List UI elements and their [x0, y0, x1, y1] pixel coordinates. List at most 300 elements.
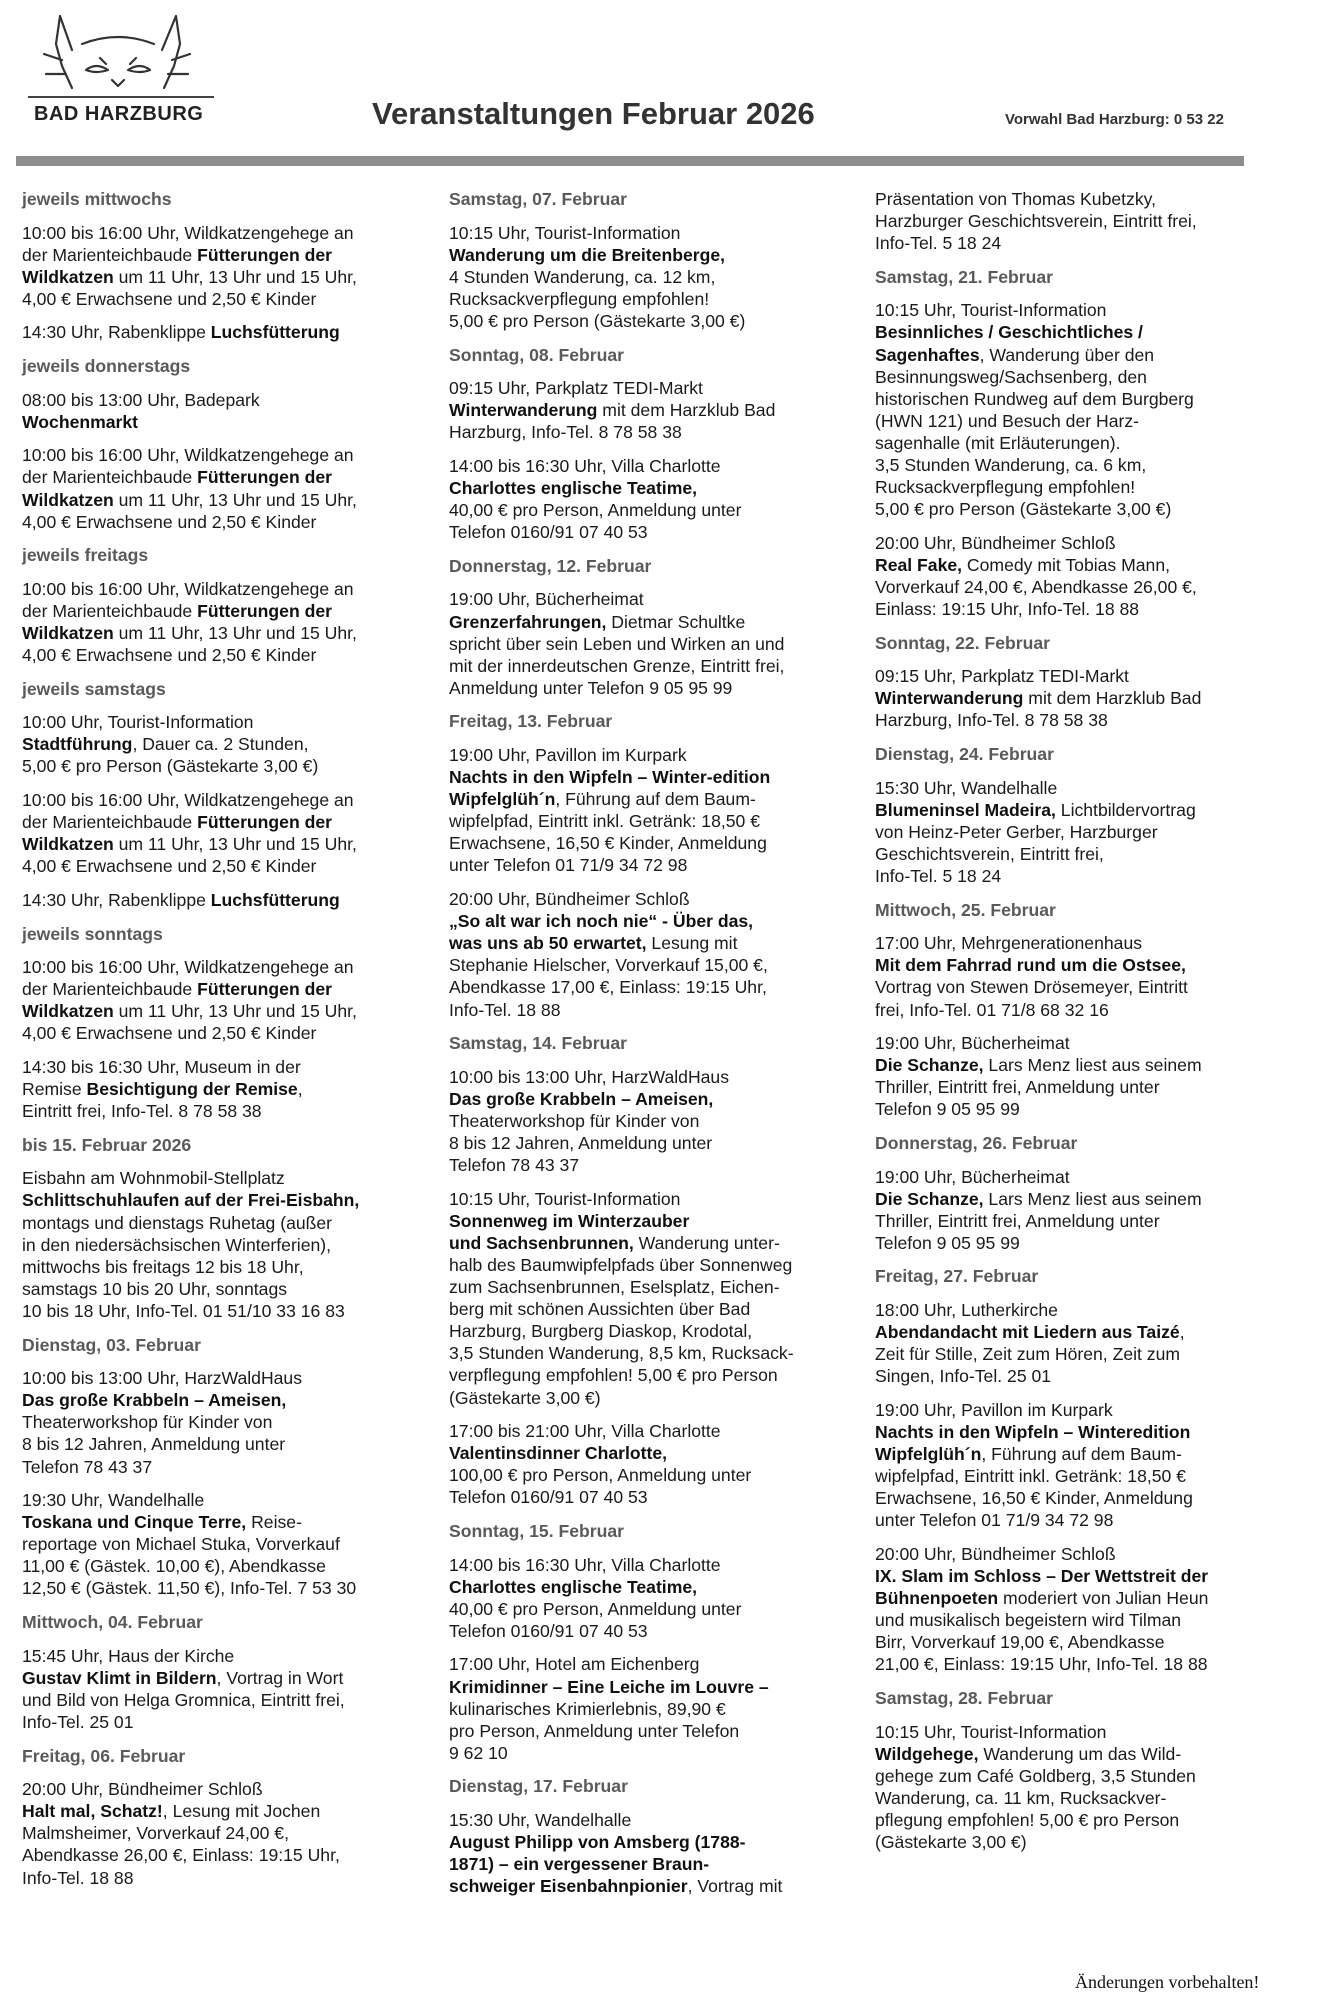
- event-text: 10:00 Uhr, Tourist-Information: [22, 712, 254, 733]
- event-entry: [449, 1188, 849, 1409]
- day-heading: Dienstag, 03. Februar: [22, 1334, 201, 1355]
- event-entry: [22, 444, 422, 532]
- event-highlight: Winterwanderung: [449, 400, 598, 421]
- event-text: 5,00 € pro Person (Gästekarte 3,00 €): [22, 756, 319, 777]
- event-line: [22, 855, 422, 877]
- event-text: 10:00 bis 13:00 Uhr, HarzWaldHaus: [22, 1368, 303, 1389]
- day-heading: Dienstag, 24. Februar: [875, 744, 1054, 765]
- day-heading: Samstag, 21. Februar: [875, 266, 1053, 287]
- event-line: [22, 789, 422, 811]
- event-text: Rucksackverpflegung empfohlen!: [449, 288, 710, 309]
- event-text: 10:00 bis 16:00 Uhr, Wildkatzengehege an: [22, 790, 354, 811]
- event-text: Birr, Vorverkauf 19,00 €, Abendkasse: [875, 1632, 1165, 1653]
- event-text: Vorverkauf 24,00 €, Abendkasse 26,00 €,: [875, 577, 1197, 597]
- event-entry: [449, 1554, 849, 1642]
- event-line: [875, 576, 1275, 598]
- event-entry: [22, 321, 422, 343]
- event-line: [875, 687, 1275, 709]
- event-line: [449, 1232, 849, 1254]
- event-text: 10:00 bis 13:00 Uhr, HarzWaldHaus: [449, 1066, 730, 1087]
- event-entry: [22, 1645, 422, 1733]
- event-text: 17:00 Uhr, Hotel am Eichenberg: [449, 1654, 700, 1675]
- event-text: 9 62 10: [449, 1742, 508, 1763]
- event-highlight: Fütterungen der: [197, 812, 332, 833]
- event-line: [875, 1299, 1275, 1321]
- event-highlight: Wildkatzen: [22, 266, 114, 287]
- event-line: [449, 744, 849, 766]
- event-line: [449, 677, 849, 699]
- event-text: 19:00 Uhr, Bücherheimat: [449, 589, 644, 610]
- event-text: reportage von Michael Stuka, Vorverkauf: [22, 1534, 340, 1555]
- event-line: [875, 1365, 1275, 1387]
- event-line: [22, 489, 422, 511]
- event-text: 10:00 bis 16:00 Uhr, Wildkatzengehege an: [22, 445, 354, 466]
- event-line: [875, 554, 1275, 576]
- event-line: [22, 1577, 422, 1599]
- event-text: Lars Menz liest aus seinem: [983, 1188, 1202, 1209]
- event-text: 08:00 bis 13:00 Uhr, Badepark: [22, 389, 260, 410]
- lynx-icon: [42, 14, 192, 98]
- event-line: [22, 1167, 422, 1189]
- event-text: und Bild von Helga Gromnica, Eintritt frei,: [22, 1689, 345, 1710]
- event-line: [449, 1698, 849, 1720]
- event-line: [875, 1765, 1275, 1787]
- event-highlight: Fütterungen der: [197, 467, 332, 488]
- event-text: 10:15 Uhr, Tourist-Information: [449, 1188, 681, 1209]
- event-text: 40,00 € pro Person, Anmeldung unter: [449, 1598, 742, 1619]
- event-entry: [875, 1166, 1275, 1254]
- event-line: [22, 978, 422, 1000]
- event-text: Telefon 0160/91 07 40 53: [449, 1487, 648, 1508]
- event-text: 09:15 Uhr, Parkplatz TEDI-Markt: [449, 378, 703, 399]
- event-entry: [449, 222, 849, 332]
- event-line: [449, 1720, 849, 1742]
- event-text: 14:30 Uhr, Rabenklippe: [22, 322, 211, 343]
- event-line: [22, 1511, 422, 1533]
- event-text: Präsentation von Thomas Kubetzky,: [875, 189, 1157, 209]
- event-line: [875, 954, 1275, 976]
- event-entry: [22, 711, 422, 777]
- event-text: mittwochs bis freitags 12 bis 18 Uhr,: [22, 1256, 304, 1277]
- event-line: [449, 455, 849, 477]
- event-line: [875, 1721, 1275, 1743]
- event-highlight: Die Schanze,: [875, 1055, 984, 1076]
- event-text: 8 bis 12 Jahren, Anmeldung unter: [22, 1434, 286, 1455]
- event-text: Info-Tel. 5 18 24: [875, 233, 1002, 254]
- event-text: 15:45 Uhr, Haus der Kirche: [22, 1645, 235, 1666]
- event-text: Wanderung unter-: [633, 1232, 780, 1253]
- event-line: [22, 622, 422, 644]
- event-text: Telefon 9 05 95 99: [875, 1232, 1020, 1253]
- event-entry: [875, 932, 1275, 1020]
- day-heading: jeweils sonntags: [22, 923, 163, 944]
- event-line: [449, 1154, 849, 1176]
- day-heading: Freitag, 06. Februar: [22, 1745, 186, 1766]
- event-line: [875, 454, 1275, 476]
- event-highlight: Wildkatzen: [22, 623, 114, 643]
- day-heading: Samstag, 28. Februar: [875, 1688, 1053, 1709]
- event-line: [449, 377, 849, 399]
- event-text: 10:15 Uhr, Tourist-Information: [449, 222, 681, 243]
- event-line: [22, 733, 422, 755]
- event-line: [875, 1631, 1275, 1653]
- event-text: Telefon 78 43 37: [22, 1456, 153, 1477]
- event-line: [875, 1653, 1275, 1675]
- event-text: samstags 10 bis 20 Uhr, sonntags: [22, 1278, 288, 1299]
- event-entry: [22, 789, 422, 877]
- header-rule: [16, 156, 1244, 166]
- event-text: 12,50 € (Gästek. 11,50 €), Info-Tel. 7 53 30: [22, 1578, 357, 1599]
- event-line: [22, 1212, 422, 1234]
- event-line: [875, 1032, 1275, 1054]
- event-line: [875, 976, 1275, 998]
- event-line: [22, 1689, 422, 1711]
- event-line: [449, 1276, 849, 1298]
- event-text: Harzburg, Info-Tel. 8 78 58 38: [875, 710, 1108, 731]
- day-heading: Donnerstag, 26. Februar: [875, 1132, 1078, 1153]
- event-text: unter Telefon 01 71/9 34 72 98: [875, 1510, 1114, 1531]
- event-text: Info-Tel. 25 01: [22, 1711, 134, 1732]
- event-highlight: Wildgehege,: [875, 1743, 979, 1764]
- event-text: unter Telefon 01 71/9 34 72 98: [449, 855, 688, 876]
- event-line: [875, 1787, 1275, 1809]
- event-entry: [875, 188, 1275, 254]
- event-text: 14:30 bis 16:30 Uhr, Museum in der: [22, 1057, 301, 1077]
- event-text: Stephanie Hielscher, Vorverkauf 15,00 €,: [449, 955, 768, 976]
- event-entry: [22, 578, 422, 666]
- event-line: [875, 1809, 1275, 1831]
- event-text: 20:00 Uhr, Bündheimer Schloß: [22, 1779, 263, 1800]
- event-line: [22, 1533, 422, 1555]
- event-text: Remise: [22, 1079, 87, 1100]
- event-line: [449, 1088, 849, 1110]
- event-line: [449, 1554, 849, 1576]
- event-text: kulinarisches Krimierlebnis, 89,90 €: [449, 1698, 726, 1719]
- event-text: der Marienteichbaude: [22, 600, 198, 621]
- event-line: [875, 188, 1275, 210]
- event-line: [22, 1189, 422, 1211]
- day-heading: Dienstag, 17. Februar: [449, 1776, 628, 1797]
- event-entry: [875, 532, 1275, 620]
- event-line: [875, 799, 1275, 821]
- event-line: [875, 777, 1275, 799]
- event-entry: [449, 588, 849, 698]
- event-line: [22, 1822, 422, 1844]
- event-text: 11,00 € (Gästek. 10,00 €), Abendkasse: [22, 1556, 326, 1577]
- event-line: [22, 1844, 422, 1866]
- event-line: [875, 321, 1275, 343]
- event-line: [449, 244, 849, 266]
- footer-note: Änderungen vorbehalten!: [1075, 1972, 1260, 1992]
- event-text: Harzburg, Info-Tel. 8 78 58 38: [449, 422, 682, 443]
- event-line: [22, 578, 422, 600]
- event-text: 5,00 € pro Person (Gästekarte 3,00 €): [449, 310, 746, 331]
- event-highlight: Schlittschuhlaufen auf der Frei-Eisbahn,: [22, 1190, 360, 1211]
- event-line: [449, 1653, 849, 1675]
- event-highlight: Nachts in den Wipfeln – Winter-edition: [449, 767, 771, 788]
- event-text: der Marienteichbaude: [22, 979, 198, 1000]
- event-text: Erwachsene, 16,50 € Kinder, Anmeldung: [449, 833, 767, 854]
- event-line: [449, 1486, 849, 1508]
- event-text: spricht über sein Leben und Wirken an und: [449, 633, 785, 654]
- event-line: [449, 1254, 849, 1276]
- event-line: [22, 1000, 422, 1022]
- event-entry: [449, 1066, 849, 1176]
- event-highlight: Halt mal, Schatz!: [22, 1801, 163, 1822]
- event-text: 21,00 €, Einlass: 19:15 Uhr, Info-Tel. 18 88: [875, 1654, 1208, 1675]
- event-text: 20:00 Uhr, Bündheimer Schloß: [875, 1543, 1116, 1564]
- event-highlight: Blumeninsel Madeira,: [875, 799, 1056, 820]
- event-entry: [22, 1489, 422, 1599]
- event-highlight: August Philipp von Amsberg (1788-: [449, 1832, 746, 1853]
- event-line: [875, 1399, 1275, 1421]
- event-line: [449, 499, 849, 521]
- event-line: [449, 1387, 849, 1409]
- event-entry: [22, 1056, 422, 1122]
- event-text: Geschichtsverein, Eintritt frei,: [875, 843, 1104, 864]
- event-line: [449, 222, 849, 244]
- event-text: Einlass: 19:15 Uhr, Info-Tel. 18 88: [875, 599, 1140, 620]
- column-2: [449, 188, 849, 1909]
- event-entry: [22, 222, 422, 310]
- event-line: [22, 600, 422, 622]
- event-text: Lesung mit: [646, 933, 738, 954]
- event-text: pro Person, Anmeldung unter Telefon: [449, 1720, 740, 1741]
- event-line: [875, 843, 1275, 865]
- event-text: 5,00 € pro Person (Gästekarte 3,00 €): [875, 499, 1172, 520]
- event-text: (Gästekarte 3,00 €): [449, 1387, 601, 1408]
- event-line: [875, 999, 1275, 1021]
- event-line: [449, 288, 849, 310]
- day-heading: Samstag, 07. Februar: [449, 189, 627, 209]
- event-line: [22, 511, 422, 533]
- event-text: moderiert von Julian Heun: [998, 1588, 1209, 1609]
- event-line: [875, 232, 1275, 254]
- event-text: Singen, Info-Tel. 25 01: [875, 1366, 1052, 1387]
- event-highlight: und Sachsenbrunnen,: [449, 1232, 634, 1253]
- event-line: [22, 321, 422, 343]
- event-line: [449, 1853, 849, 1875]
- event-line: [22, 889, 422, 911]
- event-line: [449, 1320, 849, 1342]
- event-line: [22, 1234, 422, 1256]
- event-line: [449, 976, 849, 998]
- event-line: [22, 266, 422, 288]
- event-line: [449, 1442, 849, 1464]
- event-line: [875, 932, 1275, 954]
- event-line: [875, 1587, 1275, 1609]
- event-line: [449, 1875, 849, 1897]
- column-3: [875, 188, 1275, 1865]
- event-text: wipfelpfad, Eintritt inkl. Getränk: 18,50 €: [875, 1466, 1186, 1487]
- event-highlight: Sagenhaftes: [875, 344, 980, 365]
- day-heading: Donnerstag, 12. Februar: [449, 555, 652, 576]
- event-text: um 11 Uhr, 13 Uhr und 15 Uhr,: [113, 623, 357, 643]
- event-line: [449, 521, 849, 543]
- event-text: , Wanderung über den: [979, 344, 1155, 365]
- event-line: [22, 288, 422, 310]
- event-entry: [449, 888, 849, 1021]
- event-line: [22, 1489, 422, 1511]
- event-line: [22, 711, 422, 733]
- event-text: 10:15 Uhr, Tourist-Information: [875, 300, 1107, 321]
- event-line: [22, 1389, 422, 1411]
- event-text: der Marienteichbaude: [22, 812, 198, 833]
- event-line: [449, 1831, 849, 1853]
- event-line: [875, 299, 1275, 321]
- event-line: [22, 389, 422, 411]
- event-line: [22, 244, 422, 266]
- event-text: um 11 Uhr, 13 Uhr und 15 Uhr,: [113, 1001, 357, 1022]
- event-text: von Heinz-Peter Gerber, Harzburger: [875, 821, 1158, 842]
- event-text: Telefon 78 43 37: [449, 1155, 580, 1176]
- event-text: sagenhalle (mit Erläuterungen).: [875, 432, 1121, 453]
- event-text: Info-Tel. 18 88: [22, 1867, 134, 1888]
- event-entry: [875, 1299, 1275, 1387]
- event-line: [875, 210, 1275, 232]
- event-text: Theaterworkshop für Kinder von: [22, 1412, 273, 1433]
- event-text: Telefon 9 05 95 99: [875, 1099, 1020, 1120]
- event-line: [875, 1509, 1275, 1531]
- event-line: [449, 1576, 849, 1598]
- event-line: [22, 1433, 422, 1455]
- event-line: [449, 1342, 849, 1364]
- event-text: , Vortrag in Wort: [216, 1667, 344, 1688]
- event-line: [449, 611, 849, 633]
- event-line: [449, 633, 849, 655]
- event-line: [449, 266, 849, 288]
- event-text: um 11 Uhr, 13 Uhr und 15 Uhr,: [113, 834, 357, 855]
- event-line: [449, 888, 849, 910]
- event-text: Harzburger Geschichtsverein, Eintritt frei,: [875, 211, 1197, 232]
- event-highlight: schweiger Eisenbahnpionier: [449, 1876, 688, 1897]
- event-text: Abendkasse 17,00 €, Einlass: 19:15 Uhr,: [449, 977, 767, 998]
- event-text: 17:00 bis 21:00 Uhr, Villa Charlotte: [449, 1421, 721, 1442]
- event-entry: [875, 1721, 1275, 1854]
- event-line: [875, 344, 1275, 366]
- day-heading: Sonntag, 08. Februar: [449, 344, 624, 365]
- event-highlight: IX. Slam im Schloss – Der Wettstreit der: [875, 1566, 1209, 1587]
- event-line: [22, 755, 422, 777]
- event-line: [449, 1598, 849, 1620]
- event-line: [22, 1278, 422, 1300]
- event-text: Rucksackverpflegung empfohlen!: [875, 477, 1136, 498]
- day-heading: Freitag, 27. Februar: [875, 1266, 1039, 1287]
- event-text: Comedy mit Tobias Mann,: [962, 554, 1171, 575]
- event-entry: [22, 1367, 422, 1477]
- event-entry: [875, 299, 1275, 520]
- event-highlight: Sonnenweg im Winterzauber: [449, 1210, 690, 1231]
- day-heading: Mittwoch, 04. Februar: [22, 1612, 203, 1633]
- event-highlight: Wanderung um die Breitenberge,: [449, 244, 725, 265]
- event-line: [449, 932, 849, 954]
- column-1: [22, 188, 422, 1900]
- event-text: Harzburg, Burgberg Diaskop, Krodotal,: [449, 1321, 753, 1342]
- event-text: Theaterworkshop für Kinder von: [449, 1110, 700, 1131]
- event-highlight: Charlottes englische Teatime,: [449, 478, 698, 499]
- event-line: [22, 1778, 422, 1800]
- event-text: Wanderung, ca. 11 km, Rucksackver-: [875, 1787, 1167, 1808]
- event-text: , Führung auf dem Baum-: [555, 789, 756, 810]
- event-line: [449, 421, 849, 443]
- event-line: [875, 1054, 1275, 1076]
- event-line: [449, 954, 849, 976]
- day-heading: Samstag, 14. Februar: [449, 1033, 627, 1054]
- event-text: in den niedersächsischen Winterferien),: [22, 1234, 332, 1255]
- day-heading: Freitag, 13. Februar: [449, 711, 613, 732]
- event-highlight: Die Schanze,: [875, 1188, 984, 1209]
- event-line: [875, 1421, 1275, 1443]
- event-line: [449, 910, 849, 932]
- event-text: 100,00 € pro Person, Anmeldung unter: [449, 1465, 752, 1486]
- event-highlight: Fütterungen der: [197, 600, 332, 621]
- day-heading: Sonntag, 15. Februar: [449, 1520, 624, 1541]
- event-text: 10:00 bis 16:00 Uhr, Wildkatzengehege an: [22, 578, 354, 599]
- event-text: Thriller, Eintritt frei, Anmeldung unter: [875, 1077, 1160, 1098]
- event-highlight: Charlottes englische Teatime,: [449, 1576, 698, 1597]
- day-heading: jeweils samstags: [22, 678, 166, 699]
- event-line: [22, 222, 422, 244]
- event-highlight: Fütterungen der: [197, 979, 332, 1000]
- event-line: [875, 821, 1275, 843]
- event-line: [875, 366, 1275, 388]
- event-line: [22, 956, 422, 978]
- event-line: [449, 1066, 849, 1088]
- day-heading: Sonntag, 22. Februar: [875, 632, 1050, 653]
- event-text: zum Sachsenbrunnen, Eselsplatz, Eichen-: [449, 1277, 780, 1298]
- event-entry: [875, 1032, 1275, 1120]
- event-text: Anmeldung unter Telefon 9 05 95 99: [449, 677, 733, 698]
- event-text: Zeit für Stille, Zeit zum Hören, Zeit zum: [875, 1344, 1181, 1365]
- event-highlight: Wildkatzen: [22, 1001, 114, 1022]
- event-highlight: Fütterungen der: [197, 244, 332, 265]
- event-text: 14:00 bis 16:30 Uhr, Villa Charlotte: [449, 1554, 721, 1575]
- event-text: mit der innerdeutschen Grenze, Eintritt frei,: [449, 655, 785, 676]
- event-text: 14:00 bis 16:30 Uhr, Villa Charlotte: [449, 455, 721, 476]
- event-text: 4,00 € Erwachsene und 2,50 € Kinder: [22, 511, 317, 532]
- event-text: 8 bis 12 Jahren, Anmeldung unter: [449, 1132, 713, 1153]
- event-line: [875, 1565, 1275, 1587]
- event-line: [22, 1056, 422, 1078]
- event-line: [449, 1210, 849, 1232]
- event-line: [22, 1456, 422, 1478]
- event-text: 18:00 Uhr, Lutherkirche: [875, 1300, 1058, 1321]
- event-text: 40,00 € pro Person, Anmeldung unter: [449, 500, 742, 521]
- event-text: 10:00 bis 16:00 Uhr, Wildkatzengehege an: [22, 957, 354, 978]
- event-highlight: Gustav Klimt in Bildern: [22, 1667, 217, 1688]
- event-text: , Vortrag mit: [687, 1876, 783, 1897]
- event-text: pflegung empfohlen! 5,00 € pro Person: [875, 1810, 1180, 1830]
- event-text: 4,00 € Erwachsene und 2,50 € Kinder: [22, 856, 317, 877]
- event-line: [875, 432, 1275, 454]
- event-highlight: was uns ab 50 erwartet,: [449, 933, 647, 954]
- event-text: Info-Tel. 5 18 24: [875, 866, 1002, 887]
- event-line: [449, 766, 849, 788]
- event-text: halb des Baumwipfelpfads über Sonnenweg: [449, 1254, 793, 1275]
- event-line: [449, 810, 849, 832]
- event-text: 10:00 bis 16:00 Uhr, Wildkatzengehege an: [22, 222, 354, 243]
- event-entry: [449, 1420, 849, 1508]
- event-text: , Lesung mit Jochen: [162, 1801, 321, 1822]
- event-entry: [22, 1778, 422, 1888]
- event-text: Thriller, Eintritt frei, Anmeldung unter: [875, 1210, 1160, 1231]
- event-line: [22, 1256, 422, 1278]
- event-highlight: Wildkatzen: [22, 834, 114, 855]
- event-entry: [449, 377, 849, 443]
- event-highlight: Stadtführung: [22, 734, 133, 755]
- event-text: 4 Stunden Wanderung, ca. 12 km,: [449, 266, 716, 287]
- event-text: ,: [1179, 1322, 1185, 1343]
